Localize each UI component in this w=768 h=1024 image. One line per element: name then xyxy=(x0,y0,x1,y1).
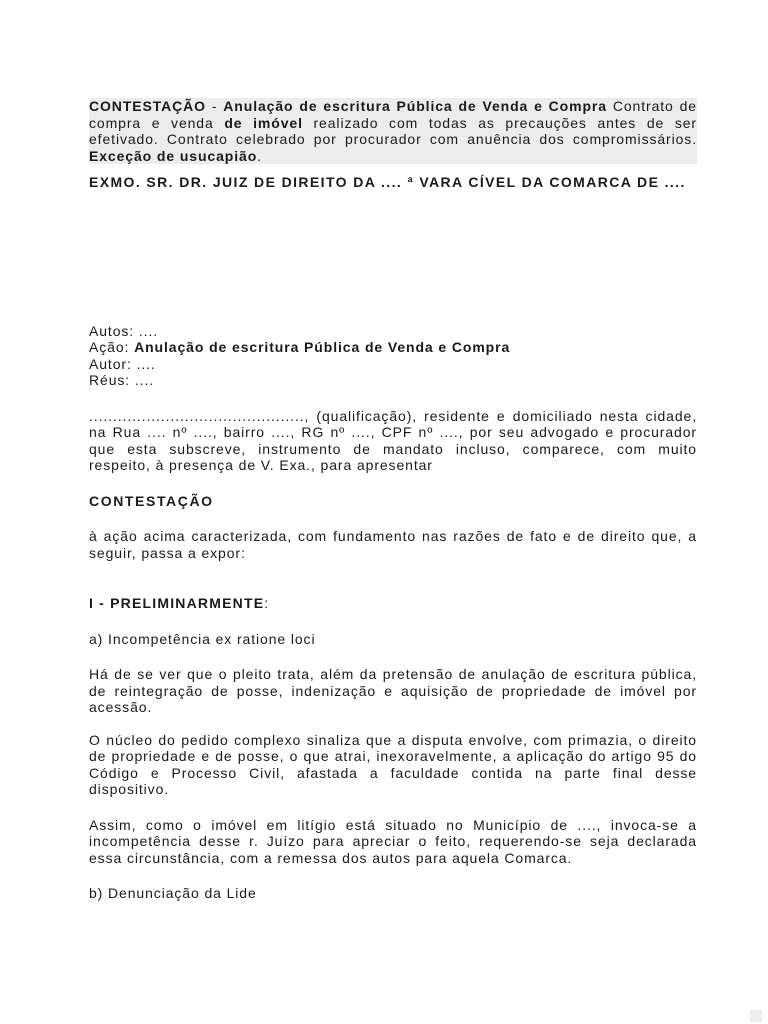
spacer xyxy=(89,647,697,666)
header-summary-imovel: de imóvel xyxy=(224,114,303,131)
contestacao-title: CONTESTAÇÃO xyxy=(89,492,214,509)
contestacao-paragraph: à ação acima caracterizada, com fundamento nas razões de fato e de direito que, a seguir, passa a expor: xyxy=(89,528,697,561)
reus-line: Réus: .... xyxy=(89,372,155,388)
acao-line xyxy=(89,339,697,356)
paragraph-1: Há de se ver que o pleito trata, além da pretensão de anulação de escritura pública, de reintegração de posse, indenização e aquisição de propriedade de imóvel por acessão. xyxy=(89,666,697,715)
spacer xyxy=(89,798,697,817)
spacer xyxy=(89,389,697,408)
header-summary-text-c: realizado com todas as precauções antes de ser efetivado. Contrato celebrado por procurador com anuência dos compromissários. xyxy=(89,114,697,147)
autor-line: Autor: .... xyxy=(89,355,156,372)
spacer xyxy=(89,866,697,885)
autos-line: Autos: .... xyxy=(89,322,159,339)
blank-space xyxy=(89,191,697,323)
acao-value: Anulação de escritura Pública de Venda e Compra xyxy=(134,339,511,355)
header-title-subject: Anulação de escritura Pública de Venda e Compra xyxy=(223,98,607,114)
section-preliminarmente-label: I - PRELIMINARMENTE xyxy=(89,595,265,611)
item-a-heading: a) Incompetência ex ratione loci xyxy=(89,630,316,647)
spacer xyxy=(89,716,697,732)
acao-label: Ação: xyxy=(89,339,135,355)
document-page xyxy=(89,98,697,902)
header-title: CONTESTAÇÃO xyxy=(89,98,206,114)
corner-mark xyxy=(750,1010,762,1022)
section-preliminarmente-title xyxy=(89,595,697,612)
header-summary-text-a: Contrato de compra e venda xyxy=(89,98,697,131)
document-header-summary xyxy=(89,98,697,164)
item-b-heading: b) Denunciação da Lide xyxy=(89,885,257,901)
spacer xyxy=(89,509,697,528)
spacer xyxy=(89,612,697,631)
paragraph-3: Assim, como o imóvel em litígio está situado no Município de ...., invoca-se a incompetência desse r. Juízo para apreciar o feito, requerendo-se seja declarada essa circunstância, com a remessa dos autos para aquela Comarca. xyxy=(89,816,697,866)
court-address: EXMO. SR. DR. JUIZ DE DIREITO DA .... ª VARA CÍVEL DA COMARCA DE .... xyxy=(89,174,686,190)
spacer xyxy=(89,474,697,493)
intro-paragraph: ............................................., (qualificação), residente e domiciliado nesta cidade, na Rua .... nº ...., bairro ...., RG nº ...., CPF nº ...., por seu advogado e procurador que esta subscreve, instrumento de mandato incluso, comparece, com muito respeito, à presença de V. Exa., para apresentar xyxy=(89,407,697,473)
header-summary-usucapiao: Exceção de usucapião xyxy=(89,147,258,164)
paragraph-2: O núcleo do pedido complexo sinaliza que a disputa envolve, com primazia, o direito de propriedade e de posse, o que atrai, inexoravelmente, a aplicação do artigo 95 do Código e Processo Civil, afastada a faculdade contida na parte final desse dispositivo. xyxy=(89,731,697,797)
section-preliminarmente-colon: : xyxy=(264,595,270,611)
header-title-separator: - xyxy=(205,98,224,114)
header-summary-period: . xyxy=(257,147,262,164)
spacer xyxy=(89,561,697,595)
